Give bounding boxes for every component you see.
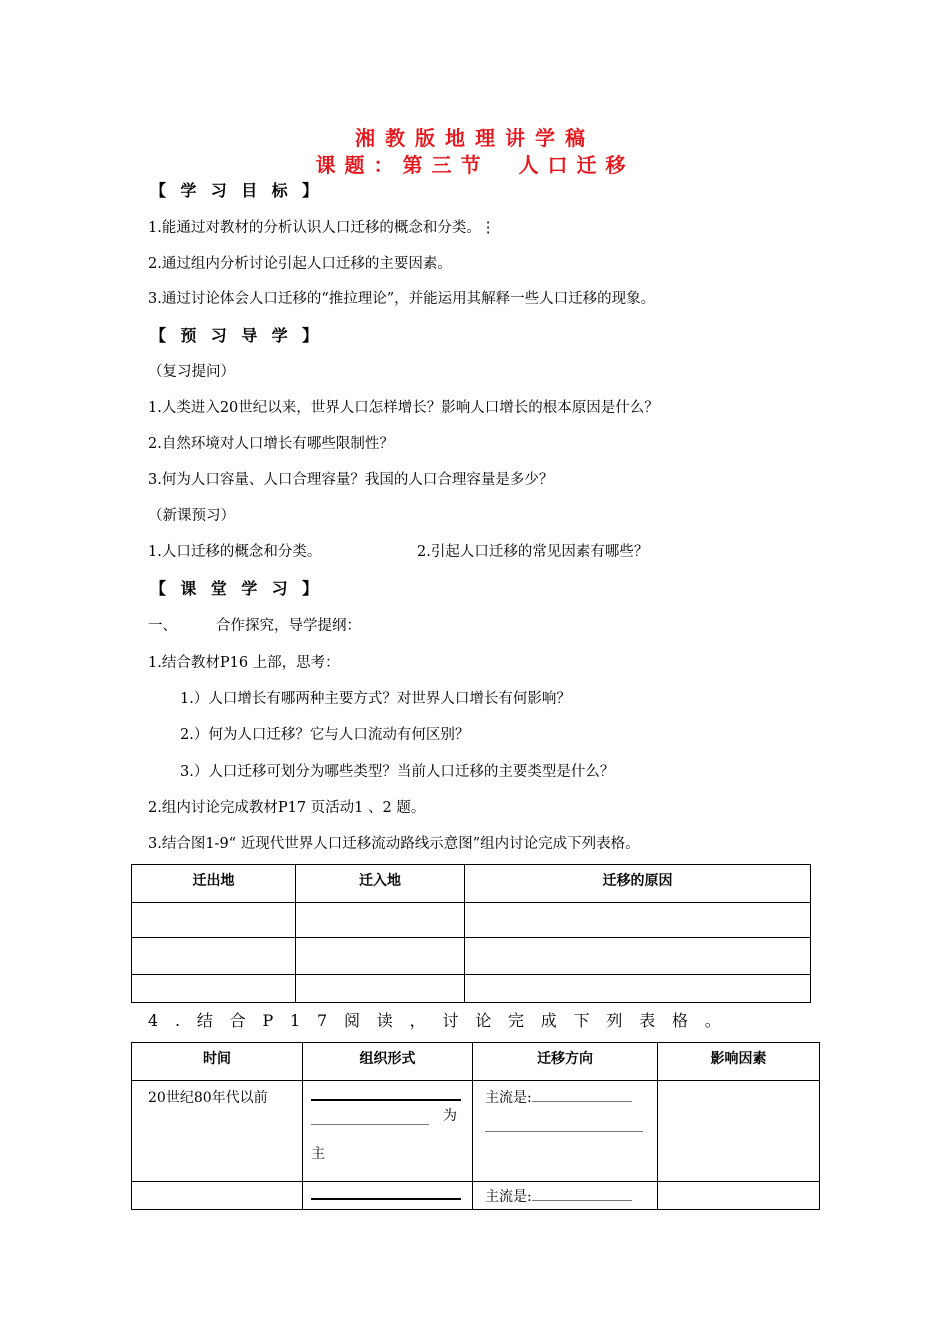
question-2: 2.组内讨论完成教材P17 页活动1 、2 题。: [148, 800, 426, 816]
form-suffix: 为: [443, 1108, 457, 1124]
table1-cell[interactable]: [465, 903, 811, 938]
table2-header-form: 组织形式: [303, 1043, 473, 1081]
table2-factors-cell[interactable]: [658, 1182, 820, 1210]
table2-factors-cell[interactable]: [658, 1081, 820, 1182]
table-row: [132, 975, 811, 1003]
mainstream-label: 主流是:: [485, 1090, 532, 1106]
goal-item-3: 3.通过讨论体会人口迁移的“推拉理论”，并能运用其解释一些人口迁移的现象。: [148, 291, 656, 307]
table2-header-time: 时间: [132, 1043, 303, 1081]
review-item-1: 1.人类进入20世纪以来，世界人口怎样增长？影响人口增长的根本原因是什么？: [148, 400, 659, 416]
mainstream-label: 主流是:: [485, 1189, 532, 1205]
explore-text: 合作探究，导学提纲：: [216, 618, 361, 634]
table2-form-cell[interactable]: [303, 1081, 473, 1182]
section-class-heading: 【课堂学习】: [150, 579, 333, 598]
review-item-2: 2.自然环境对人口增长有哪些限制性？: [148, 436, 394, 452]
table-row: [132, 903, 811, 938]
table2-form-cell[interactable]: [303, 1182, 473, 1210]
table1-header-reason: 迁移的原因: [465, 865, 811, 903]
table1-cell[interactable]: [132, 903, 296, 938]
newlesson-item-2: 2.引起人口迁移的常见因素有哪些？: [417, 544, 649, 560]
goal-item-2: 2.通过组内分析讨论引起人口迁移的主要因素。: [148, 256, 452, 272]
table1-cell[interactable]: [296, 903, 465, 938]
table-row: [132, 938, 811, 975]
table1-header-destination: 迁入地: [296, 865, 465, 903]
table1-cell[interactable]: [296, 938, 465, 975]
question-3: 3.结合图1-9“ 近现代世界人口迁移流动路线示意图”组内讨论完成下列表格。: [148, 836, 640, 852]
lesson-subtitle: 课题：第三节 人口迁移: [315, 153, 635, 177]
table2-header-factors: 影响因素: [658, 1043, 820, 1081]
table-row: [132, 1081, 820, 1182]
table1-cell[interactable]: [132, 938, 296, 975]
document-title: 湘教版地理讲学稿: [355, 126, 595, 150]
question-4: 4.结合P17阅读，讨论完成下列表格。: [148, 1011, 738, 1030]
section-goals-heading: 【学习目标】: [150, 181, 333, 200]
table1-cell[interactable]: [296, 975, 465, 1003]
table1-header-origin: 迁出地: [132, 865, 296, 903]
migration-history-table: [131, 1042, 820, 1210]
table2-time-cell: 20世纪80年代以前: [132, 1081, 303, 1182]
table2-header-direction: 迁移方向: [473, 1043, 658, 1081]
question-1-sub-2: 2.）何为人口迁移？它与人口流动有何区别？: [180, 727, 470, 743]
review-label: （复习提问）: [148, 364, 235, 380]
explore-number: 一、: [148, 618, 177, 634]
question-1-sub-3: 3.）人口迁移可划分为哪些类型？当前人口迁移的主要类型是什么？: [180, 764, 615, 780]
section-preview-heading: 【预习导学】: [150, 326, 333, 345]
table2-time-cell[interactable]: [132, 1182, 303, 1210]
question-1-sub-1: 1.）人口增长有哪两种主要方式？对世界人口增长有何影响？: [180, 691, 571, 707]
question-1: 1.结合教材P16 上部，思考：: [148, 655, 340, 671]
newlesson-label: （新课预习）: [148, 508, 235, 524]
table1-cell[interactable]: [465, 938, 811, 975]
goal-item-1: 1.能通过对教材的分析认识人口迁移的概念和分类。⋮: [148, 220, 496, 236]
table1-cell[interactable]: [465, 975, 811, 1003]
form-tail: 主: [311, 1146, 325, 1162]
table2-direction-cell[interactable]: [473, 1081, 658, 1182]
migration-table: [131, 864, 811, 1003]
review-item-3: 3.何为人口容量、人口合理容量？我国的人口合理容量是多少？: [148, 472, 554, 488]
table2-direction-cell[interactable]: [473, 1182, 658, 1210]
newlesson-item-1: 1.人口迁移的概念和分类。: [148, 544, 322, 560]
table-row: [132, 1182, 820, 1210]
table1-cell[interactable]: [132, 975, 296, 1003]
